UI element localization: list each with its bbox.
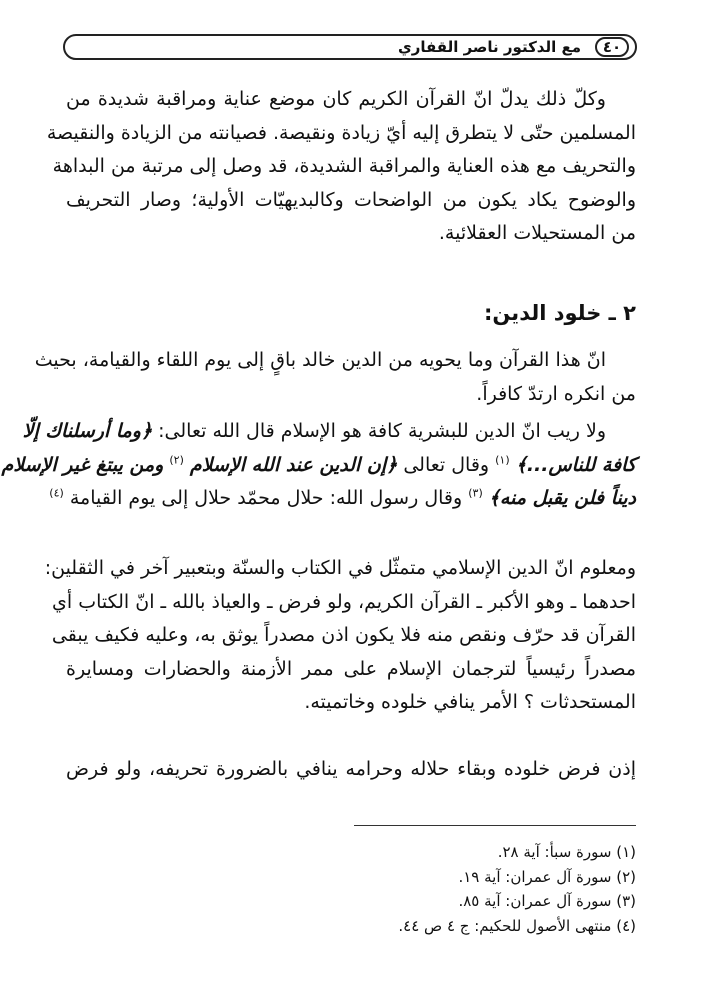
text-line: والوضوح يكاد يكون من الواضحات وكالبديهيّات الأولية؛ وصار التحريف bbox=[66, 188, 636, 211]
footnote-divider bbox=[354, 825, 636, 826]
paragraph-thaqalayn bbox=[44, 552, 636, 720]
text-line: ومعلوم انّ الدين الإسلامي متمثّل في الكتاب والسنّة وبتعبير آخر في الثقلين: bbox=[44, 557, 636, 579]
page-number: ٤٠ bbox=[595, 37, 629, 57]
text-line: انّ هذا القرآن وما يحويه من الدين خالد باقٍ إلى يوم اللقاء والقيامة، بحيث bbox=[34, 349, 606, 371]
text-run: وقال تعالى bbox=[403, 453, 490, 476]
text-run: ولا ريب انّ الدين للبشرية كافة هو الإسلام قال الله تعالى: bbox=[158, 420, 606, 442]
paragraph-quran-verses bbox=[1, 415, 636, 516]
text-line: احدهما ـ وهو الأكبر ـ القرآن الكريم، ولو فرض ـ والعياذ بالله ـ انّ الكتاب أي bbox=[52, 590, 636, 613]
text-line bbox=[49, 482, 636, 516]
footnote-ref: (٢) bbox=[169, 453, 184, 467]
paragraph-eternity bbox=[34, 344, 636, 411]
section-heading: ٢ ـ خلود الدين: bbox=[484, 301, 636, 325]
quran-verse: ديناً فلن يقبل منه﴾ bbox=[488, 487, 636, 509]
paragraph-conclusion bbox=[66, 753, 636, 787]
text-line: مصدراً رئيسياً لترجمان الإسلام على ممر الأزمنة والحضارات ومسايرة bbox=[66, 657, 636, 680]
quran-verse: ﴿إن الدين عند الله الإسلام bbox=[189, 453, 398, 476]
footnote: (٣) سورة آل عمران: آية ٨٥. bbox=[458, 892, 636, 910]
footnote: (٤) منتهى الأصول للحكيم: ج ٤ ص ٤٤. bbox=[398, 916, 636, 935]
quran-verse: ومن يبتغ غير الإسلام bbox=[1, 453, 164, 476]
text-line bbox=[1, 449, 636, 483]
text-line: والتحريف مع هذه العناية والمراقبة الشديدة، قد وصل إلى مرتبة من البداهة bbox=[52, 155, 636, 177]
text-line bbox=[22, 415, 636, 449]
page-header bbox=[63, 34, 637, 60]
footnote: (١) سورة سبأ: آية ٢٨. bbox=[497, 843, 636, 861]
text-run: وقال رسول الله: حلال محمّد حلال إلى يوم القيامة bbox=[69, 487, 463, 509]
running-title: مع الدكتور ناصر القفاري bbox=[398, 38, 581, 56]
text-line: من انكره ارتدّ كافراً. bbox=[476, 382, 636, 405]
text-line: من المستحيلات العقلائية. bbox=[438, 222, 636, 244]
quran-verse: كافة للناس...﴾ bbox=[515, 453, 636, 476]
footnote-ref: (٣) bbox=[468, 486, 483, 500]
footnote-ref: (١) bbox=[495, 453, 510, 467]
text-line: وكلّ ذلك يدلّ انّ القرآن الكريم كان موضع عناية ومراقبة شديدة من bbox=[66, 88, 606, 110]
text-line: المسلمين حتّى لا يتطرق إليه أيّ زيادة ونقيصة. فصيانته من الزيادة والنقيصة bbox=[46, 121, 636, 144]
text-line: المستحدثات ؟ الأمر ينافي خلوده وخاتميته. bbox=[304, 691, 636, 713]
text-line: إذن فرض خلوده وبقاء حلاله وحرامه ينافي بالضرورة تحريفه، ولو فرض bbox=[66, 758, 636, 780]
quran-verse: ﴿وما أرسلناك إلّا bbox=[22, 420, 153, 442]
text-line: القرآن قد حرّف ونقص منه فلا يكون اذن مصدراً يوثق به، وعليه فكيف يبقى bbox=[51, 624, 636, 646]
footnote-ref: (٤) bbox=[49, 486, 64, 500]
paragraph-integrity bbox=[46, 83, 636, 251]
footnotes bbox=[398, 840, 636, 938]
footnote: (٢) سورة آل عمران: آية ١٩. bbox=[458, 867, 636, 886]
